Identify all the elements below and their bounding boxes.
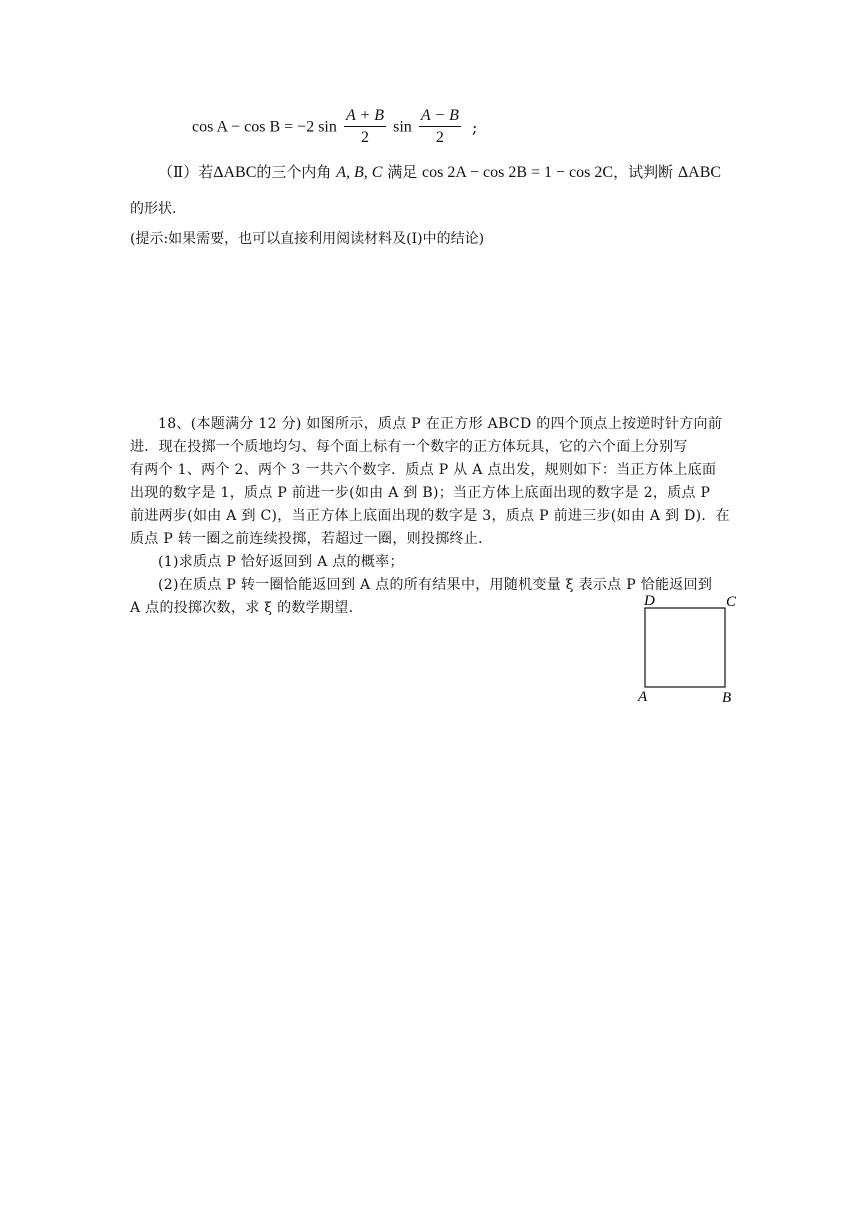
part2-line2: 的形状. — [130, 201, 177, 217]
q18-line-3: 有两个 1、两个 2、两个 3 一共六个数字．质点 P 从 A 点出发，规则如下：当正方体上底面 — [130, 462, 717, 478]
part2-mid1: 的三个内角 — [256, 163, 332, 181]
vertex-label-b: B — [722, 690, 732, 706]
hint-text: (提示:如果需要，也可以直接利用阅读材料及(Ⅰ)中的结论) — [130, 231, 485, 247]
formula-tail: ; — [472, 118, 478, 137]
fraction-a-plus-b — [344, 106, 386, 149]
q18-line-1: 18、(本题满分 12 分) 如图所示，质点 P 在正方形 ABCD 的四个顶点上按逆时针方向前 — [158, 416, 723, 432]
vertex-label-a: A — [638, 689, 648, 705]
square-abcd-diagram — [634, 590, 744, 706]
q18-line-5: 前进两步(如由 A 到 C)，当正方体上底面出现的数字是 3，质点 P 前进三步(如由 A 到 D)．在 — [130, 508, 730, 524]
part2-mid2: 满足 — [387, 163, 418, 181]
part2-intro: （Ⅱ）若 — [158, 163, 214, 181]
q18-line-2: 进．现在投掷一个质地均匀、每个面上标有一个数字的正方体玩具，它的六个面上分别写 — [130, 439, 688, 455]
triangle-abc-2: ΔABC — [677, 164, 722, 181]
part2-line1 — [158, 160, 721, 185]
q18-line-6: 质点 P 转一圈之前连续投掷，若超过一圈，则投掷终止． — [130, 531, 493, 547]
formula-line — [192, 106, 477, 149]
triangle-abc-1: ΔABC — [213, 164, 257, 181]
square-outline — [645, 608, 725, 687]
angles-abc: A, B, C — [336, 164, 383, 181]
vertex-label-d: D — [644, 593, 655, 609]
formula-lhs: cos A − cos B = −2 sin — [192, 118, 337, 136]
fraction-numerator: A − B — [419, 106, 461, 127]
fraction-numerator: A + B — [344, 106, 386, 127]
q18-subq-1: (1)求质点 P 恰好返回到 A 点的概率； — [158, 554, 404, 570]
fraction-a-minus-b — [419, 106, 461, 149]
q18-subq-2-cont: A 点的投掷次数，求 ξ 的数学期望． — [130, 600, 363, 616]
q18-subq-2: (2)在质点 P 转一圈恰能返回到 A 点的所有结果中，用随机变量 ξ 表示点 P 恰能返回到 — [158, 577, 713, 593]
fraction-denominator: 2 — [360, 129, 369, 146]
square-figure — [634, 590, 744, 706]
part2-mid3: ，试判断 — [613, 163, 674, 181]
q18-line-4: 出现的数字是 1，质点 P 前进一步(如由 A 到 B)；当正方体上底面出现的数字是 2，质点 P — [130, 485, 711, 501]
fraction-denominator: 2 — [435, 129, 444, 146]
angle-equation: cos 2A − cos 2B = 1 − cos 2C — [421, 164, 614, 181]
formula-sin: sin — [393, 118, 412, 136]
vertex-label-c: C — [726, 594, 737, 610]
